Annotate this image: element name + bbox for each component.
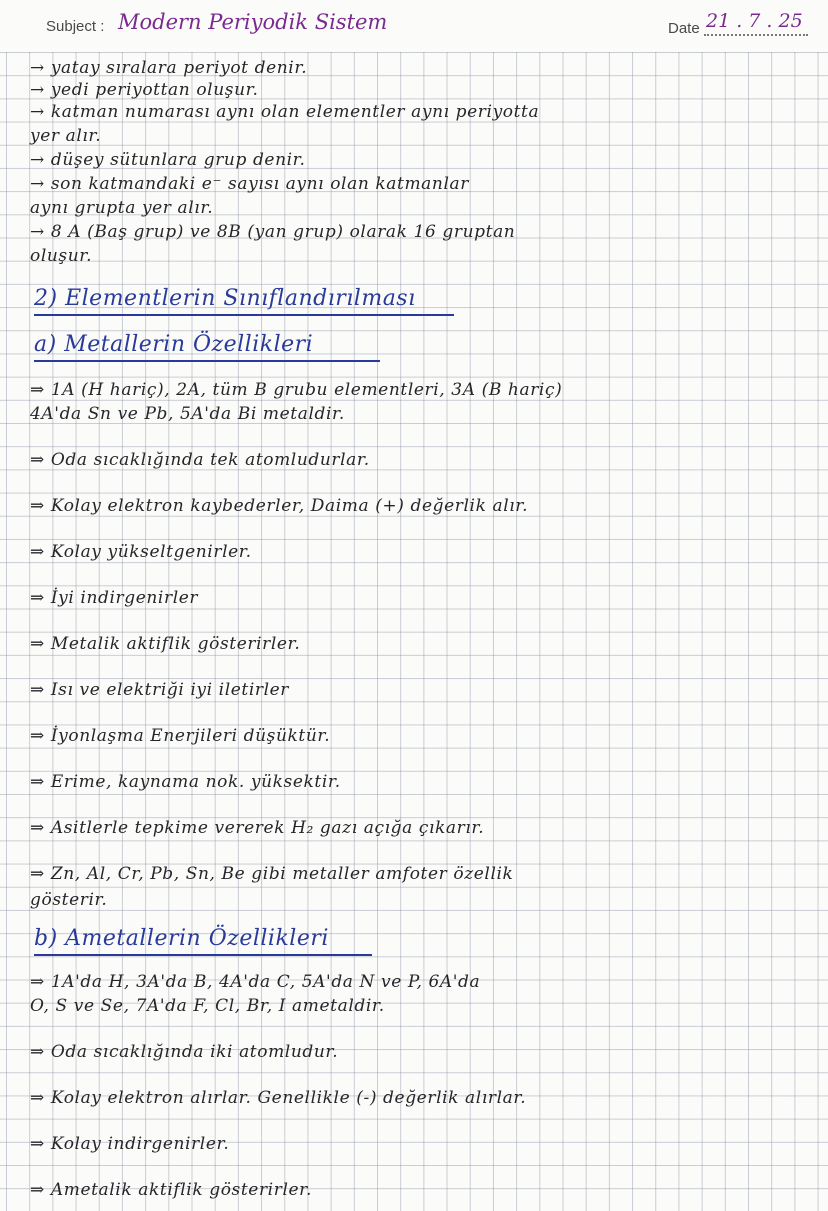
- list-item: ⇒ Oda sıcaklığında tek atomludurlar.: [30, 450, 370, 470]
- list-item: ⇒ Kolay indirgenirler.: [30, 1134, 230, 1154]
- subject-value: Modern Periyodik Sistem: [118, 10, 388, 34]
- list-item: ⇒ Asitlerle tepkime vererek H₂ gazı açığa çıkarır.: [30, 818, 485, 838]
- date-value: 21 . 7 . 25: [706, 10, 803, 32]
- list-item: ⇒ 1A'da H, 3A'da B, 4A'da C, 5A'da N ve P, 6A'da: [30, 972, 481, 992]
- note-line: oluşur.: [30, 246, 93, 266]
- list-item: gösterir.: [30, 890, 108, 910]
- note-line: → 8 A (Baş grup) ve 8B (yan grup) olarak 16 gruptan: [30, 222, 516, 242]
- note-line: → katman numarası aynı olan elementler aynı periyotta: [30, 102, 540, 122]
- list-item: ⇒ Zn, Al, Cr, Pb, Sn, Be gibi metaller amfoter özellik: [30, 864, 514, 884]
- list-item: ⇒ Kolay yükseltgenirler.: [30, 542, 252, 562]
- date-label: Date: [668, 20, 700, 37]
- list-item: ⇒ Kolay elektron kaybederler, Daima (+) değerlik alır.: [30, 496, 529, 516]
- list-item: ⇒ Oda sıcaklığında iki atomludur.: [30, 1042, 339, 1062]
- list-item: ⇒ Kolay elektron alırlar. Genellikle (-) değerlik alırlar.: [30, 1088, 527, 1108]
- page-header: [0, 0, 828, 52]
- list-item: O, S ve Se, 7A'da F, Cl, Br, I ametaldir.: [30, 996, 385, 1016]
- list-item: ⇒ Metalik aktiflik gösterirler.: [30, 634, 301, 654]
- note-line: → düşey sütunlara grup denir.: [30, 150, 306, 170]
- heading-underline: [34, 314, 454, 316]
- section-heading: b) Ametallerin Özellikleri: [34, 926, 329, 951]
- list-item: ⇒ 1A (H hariç), 2A, tüm B grubu elementleri, 3A (B hariç): [30, 380, 563, 400]
- list-item: ⇒ İyonlaşma Enerjileri düşüktür.: [30, 726, 331, 746]
- list-item: ⇒ Isı ve elektriği iyi iletirler: [30, 680, 290, 700]
- list-item: ⇒ İyi indirgenirler: [30, 588, 199, 608]
- list-item: ⇒ Erime, kaynama nok. yüksektir.: [30, 772, 341, 792]
- subject-label: Subject :: [46, 18, 105, 35]
- heading-underline: [34, 360, 380, 362]
- note-line: yer alır.: [30, 126, 102, 146]
- note-line: → son katmandaki e⁻ sayısı aynı olan katmanlar: [30, 174, 469, 194]
- section-heading: a) Metallerin Özellikleri: [34, 332, 314, 357]
- heading-underline: [34, 954, 372, 956]
- date-dotted-line: [704, 34, 808, 36]
- list-item: ⇒ Ametalik aktiflik gösterirler.: [30, 1180, 313, 1200]
- list-item: 4A'da Sn ve Pb, 5A'da Bi metaldir.: [30, 404, 345, 424]
- note-line: → yatay sıralara periyot denir.: [30, 58, 308, 78]
- section-heading: 2) Elementlerin Sınıflandırılması: [34, 286, 416, 311]
- note-line: aynı grupta yer alır.: [30, 198, 214, 218]
- note-line: → yedi periyottan oluşur.: [30, 80, 259, 100]
